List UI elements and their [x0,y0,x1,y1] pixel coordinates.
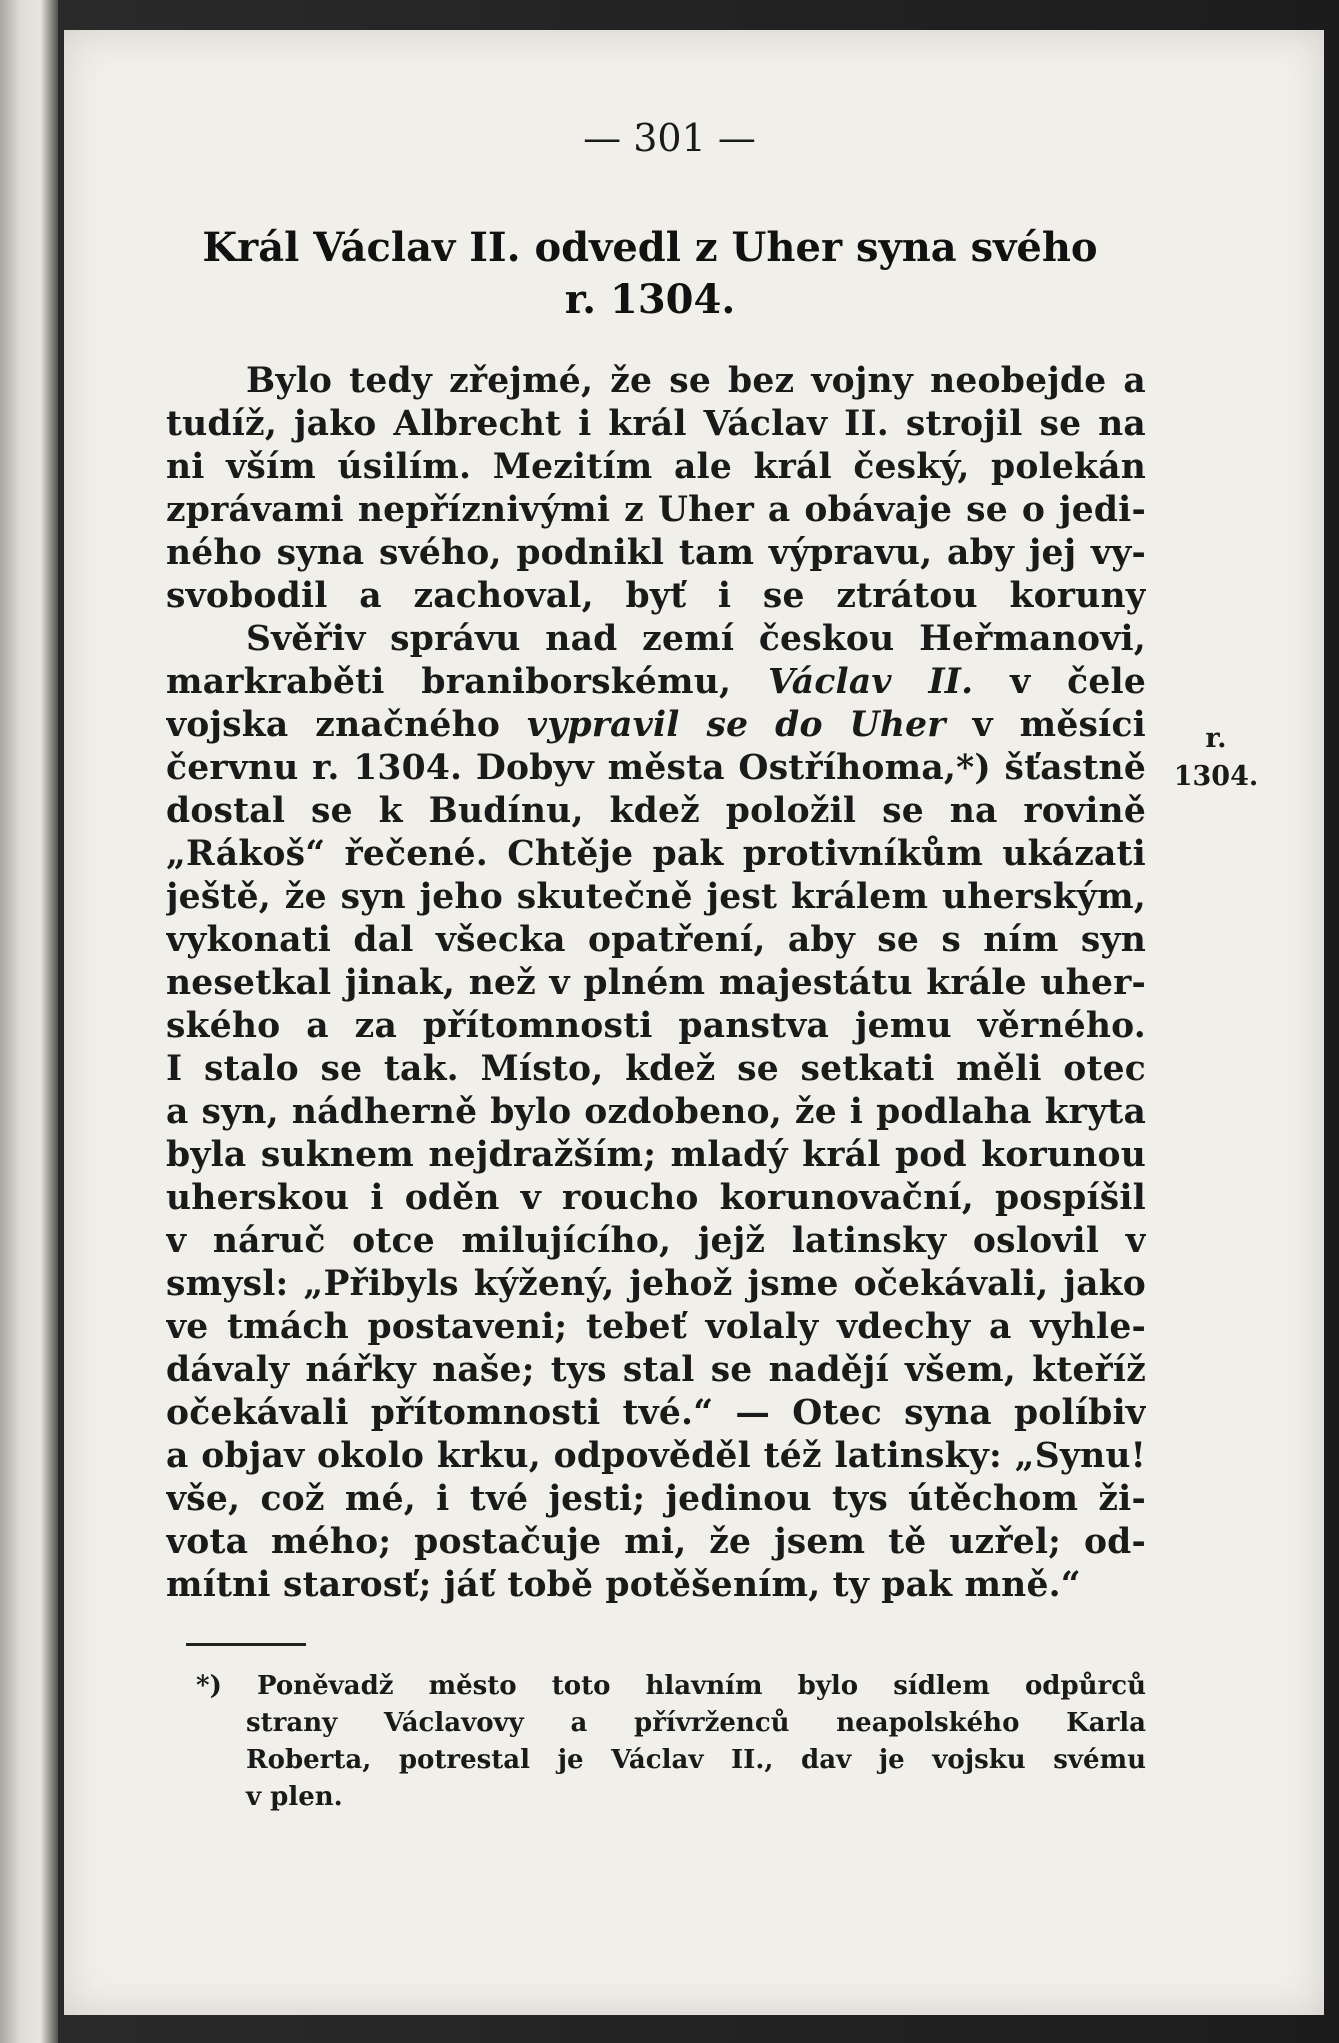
body-line: nesetkal jinak, než v plném majestátu krále uher- [166,963,1146,1003]
body-line: uherskou i oděn v roucho korunovační, pospíšil [166,1178,1146,1218]
body-line: Bylo tedy zřejmé, že se bez vojny neobejde a [246,361,1146,401]
footnote-line: v plen. [246,1782,343,1812]
body-line: ného syna svého, podnikl tam výpravu, aby jej vy- [166,533,1146,573]
body-line: vykonati dal všecka opatření, aby se s ním syn [166,920,1146,960]
body-line: „Rákoš“ řečené. Chtěje pak protivníkům ukázati [166,834,1146,874]
body-line: a syn, nádherně bylo ozdobeno, že i podlaha kryta [166,1092,1146,1132]
chapter-heading-line-1: Král Václav II. odvedl z Uher syna svého [202,224,1098,271]
footnote-line: Roberta, potrestal je Václav II., dav je vojsku svému [246,1745,1146,1775]
body-line-text: v měsíci [972,705,1146,745]
body-line-text: v čele [1010,662,1146,702]
body-line: zprávami nepříznivými z Uher a obávaje se o jedi- [166,490,1146,530]
body-line: očekávali přítomnosti tvé.“ — Otec syna políbiv [166,1393,1146,1433]
margin-note-year: 1304. [1173,761,1259,792]
body-line: ni vším úsilím. Mezitím ale král český, polekán [166,447,1146,487]
body-line: ve tmách postaveni; tebeť volaly vdechy a vyhle- [166,1307,1146,1347]
body-line: vota mého; postačuje mi, že jsem tě uzřel; od- [166,1522,1146,1562]
body-line: dávaly nářky naše; tys stal se nadějí všem, kteříž [166,1350,1146,1390]
footnote-line: strany Václavovy a přívrženců neapolského Karla [246,1708,1146,1738]
margin-note-r: r. [1205,723,1227,754]
body-line: v náruč otce milujícího, jejž latinsky oslovil v [166,1221,1146,1261]
italic-name: Václav II. [768,662,974,702]
body-line-last: mítni starosť; jáť tobě potěšením, ty pak mně.“ [166,1565,1081,1605]
page-number: — 301 — [583,116,756,160]
body-line: ještě, že syn jeho skutečně jest králem uherským, [166,877,1146,917]
adjacent-page-edge [0,0,58,2043]
chapter-heading-line-2: r. 1304. [564,276,736,323]
body-line: a objav okolo krku, odpověděl též latinsky: „Synu! [166,1436,1146,1476]
body-line: ského a za přítomnosti panstva jemu věrného. [166,1006,1146,1046]
body-line-with-italic [166,704,1146,746]
body-line-text: markraběti braniborskému, [166,662,732,702]
body-line: smysl: „Přibyls kýžený, jehož jsme očekávali, jako [166,1264,1146,1304]
body-line: vše, což mé, i tvé jesti; jedinou tys útěchom ži- [166,1479,1146,1519]
italic-phrase: vypravil se do Uher [526,705,946,745]
body-line: I stalo se tak. Místo, kdež se setkati měli otec [166,1049,1146,1089]
body-line: červnu r. 1304. Dobyv města Ostříhoma,*) šťastně [166,748,1146,788]
body-line: svobodil a zachoval, byť i se ztrátou koruny [166,576,1146,616]
body-line: Svěřiv správu nad zemí českou Heřmanovi, [246,619,1146,659]
body-line-with-italic [166,661,1146,703]
footnote-line: *) Poněvadž město toto hlavním bylo sídlem odpůrců [196,1671,1146,1701]
body-line-text: vojska značného [166,705,501,745]
body-line: tudíž, jako Albrecht i král Václav II. strojil se na [166,404,1146,444]
footnote-separator [186,1643,306,1646]
body-line: byla suknem nejdražším; mladý král pod korunou [166,1135,1146,1175]
body-line: dostal se k Budínu, kdež položil se na rovině [166,791,1146,831]
